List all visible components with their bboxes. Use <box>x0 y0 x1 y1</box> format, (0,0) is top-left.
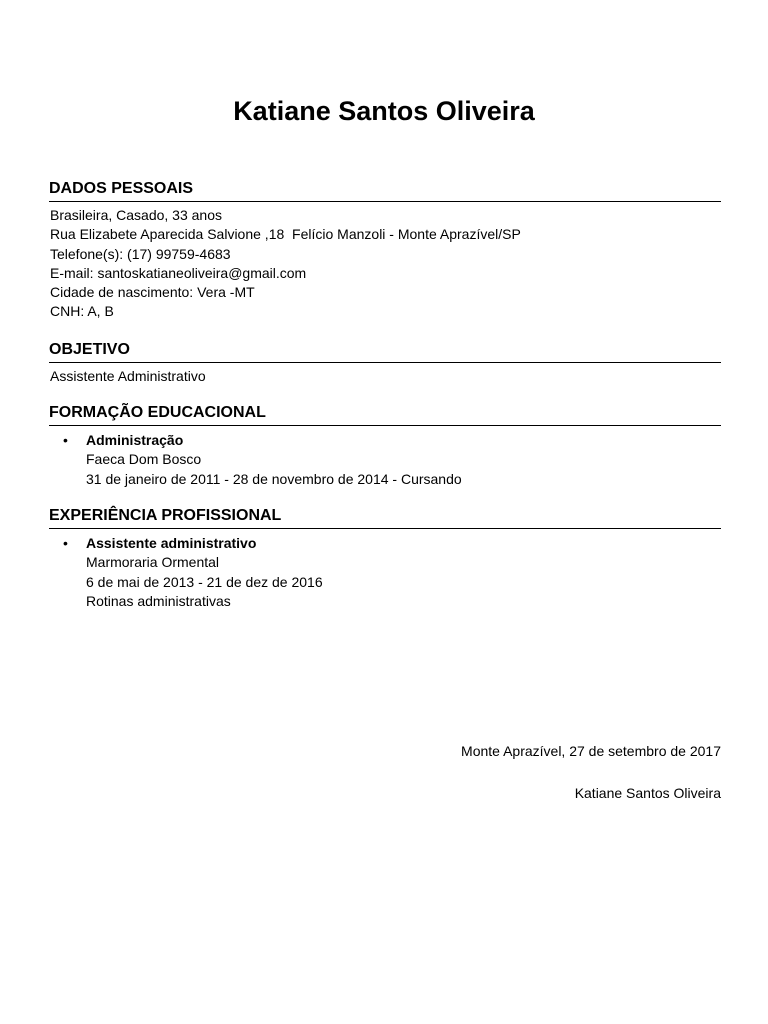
email: E-mail: santoskatianeoliveira@gmail.com <box>50 264 307 281</box>
education-entry <box>50 430 721 489</box>
bullet: • <box>63 535 68 551</box>
birthplace: Cidade de nascimento: Vera -MT <box>50 284 255 301</box>
experience-heading: EXPERIÊNCIA PROFISSIONAL <box>49 506 721 529</box>
nationality-status-age: Brasileira, Casado, 33 anos <box>50 207 222 223</box>
institution-name: Faeca Dom Bosco <box>86 451 202 468</box>
company-name: Marmoraria Ormental <box>86 554 220 571</box>
job-description: Rotinas administrativas <box>86 592 231 609</box>
education-heading: FORMAÇÃO EDUCACIONAL <box>49 403 721 426</box>
personal-data-heading: DADOS PESSOAIS <box>49 179 721 202</box>
job-period: 6 de mai de 2013 - 21 de dez de 2016 <box>86 573 323 590</box>
education-period: 31 de janeiro de 2011 - 28 de novembro de 2014 - Cursando <box>86 470 462 487</box>
education-body <box>49 426 721 489</box>
address: Rua Elizabete Aparecida Salvione ,18 Felício Manzoli - Monte Aprazível/SP <box>50 226 521 243</box>
bullet: • <box>63 432 68 448</box>
objective-heading: OBJETIVO <box>49 340 721 363</box>
personal-data-section <box>49 179 721 322</box>
objective-section <box>49 340 721 386</box>
experience-section <box>49 506 721 611</box>
objective-text: Assistente Administrativo <box>50 368 206 384</box>
course-name: Administração <box>86 432 184 448</box>
experience-body <box>49 529 721 611</box>
candidate-name: Katiane Santos Oliveira <box>233 96 535 126</box>
objective-body <box>49 363 721 386</box>
phone: Telefone(s): (17) 99759-4683 <box>50 245 231 262</box>
experience-entry <box>50 533 721 611</box>
education-section <box>49 403 721 489</box>
driver-license: CNH: A, B <box>50 303 114 320</box>
signature-name: Katiane Santos Oliveira <box>574 785 721 801</box>
job-title: Assistente administrativo <box>86 535 257 551</box>
place-and-date: Monte Aprazível, 27 de setembro de 2017 <box>461 743 721 759</box>
personal-data-body <box>49 202 721 322</box>
